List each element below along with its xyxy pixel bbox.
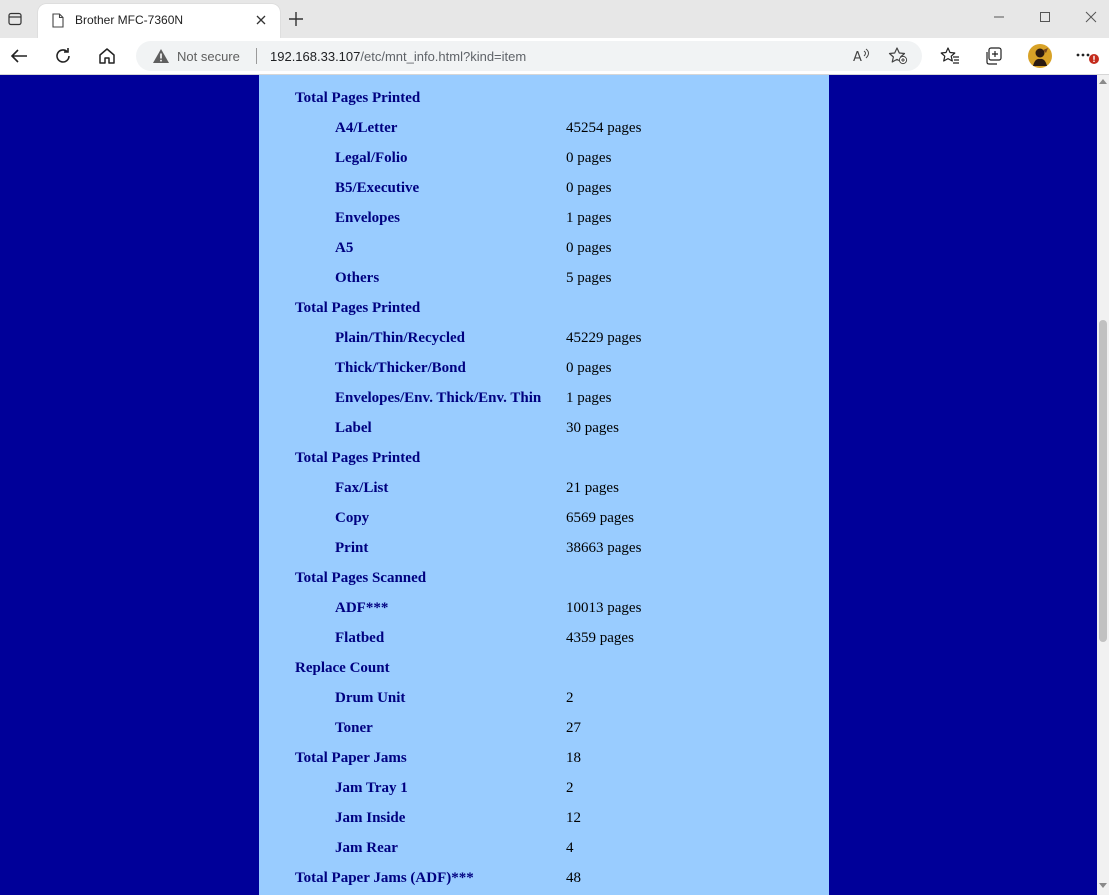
item-value: 38663 pages <box>566 540 642 556</box>
item-label: Copy <box>335 510 370 526</box>
section-label: Total Paper Jams (ADF)*** <box>295 870 474 886</box>
item-value: 6569 pages <box>566 510 634 526</box>
item-row <box>259 204 829 234</box>
section-header-row <box>259 294 829 324</box>
item-label: Jam Tray 1 <box>335 780 408 796</box>
section-header-row <box>259 84 829 114</box>
scroll-thumb[interactable] <box>1099 320 1107 642</box>
item-value: 4 <box>566 840 574 856</box>
item-value: 30 pages <box>566 420 619 436</box>
favorites-icon[interactable] <box>937 44 963 68</box>
section-label: Total Paper Jams <box>295 750 407 766</box>
more-menu-icon[interactable] <box>1074 44 1100 68</box>
back-icon[interactable] <box>6 44 32 68</box>
item-row <box>259 834 829 864</box>
item-value: 1 pages <box>566 390 612 406</box>
item-row <box>259 324 829 354</box>
add-favorite-icon[interactable] <box>888 47 908 65</box>
section-value: 48 <box>566 870 581 886</box>
active-tab[interactable] <box>38 4 280 38</box>
item-label: A4/Letter <box>335 120 398 136</box>
item-value: 0 pages <box>566 240 612 256</box>
new-tab-icon[interactable] <box>286 9 306 29</box>
url-text[interactable] <box>270 49 526 64</box>
item-value: 45254 pages <box>566 120 642 136</box>
item-value: 0 pages <box>566 360 612 376</box>
section-label: Total Pages Printed <box>295 300 421 316</box>
item-value: 1 pages <box>566 210 612 226</box>
item-label: Jam Inside <box>335 810 406 826</box>
security-label[interactable]: Not secure <box>177 49 240 64</box>
home-icon[interactable] <box>94 44 120 68</box>
vertical-scrollbar[interactable] <box>1097 75 1109 895</box>
section-label: Total Pages Printed <box>295 90 421 106</box>
scroll-down-icon[interactable] <box>1099 883 1107 888</box>
item-value: 10013 pages <box>566 600 642 616</box>
page-viewport <box>0 75 1097 895</box>
item-value: 21 pages <box>566 480 619 496</box>
item-row <box>259 234 829 264</box>
page-icon <box>52 13 64 33</box>
section-header-row <box>259 564 829 594</box>
profile-avatar[interactable] <box>1027 44 1053 68</box>
item-label: Drum Unit <box>335 690 406 706</box>
item-label: Label <box>335 420 372 436</box>
item-label: Thick/Thicker/Bond <box>335 360 466 376</box>
item-label: Plain/Thin/Recycled <box>335 330 466 346</box>
section-label: Replace Count <box>295 660 390 676</box>
read-aloud-icon[interactable] <box>852 47 872 65</box>
item-row <box>259 474 829 504</box>
item-label: Toner <box>335 720 373 736</box>
item-row <box>259 804 829 834</box>
warning-icon[interactable] <box>152 48 170 69</box>
item-label: Jam Rear <box>335 840 398 856</box>
item-label: B5/Executive <box>335 180 420 196</box>
item-row <box>259 594 829 624</box>
section-label: Total Pages Printed <box>295 450 421 466</box>
url-path: /etc/mnt_info.html?kind=item <box>360 49 527 64</box>
item-value: 5 pages <box>566 270 612 286</box>
item-label: Others <box>335 270 380 286</box>
scroll-up-icon[interactable] <box>1099 79 1107 84</box>
item-value: 12 <box>566 810 581 826</box>
item-row <box>259 264 829 294</box>
item-row <box>259 684 829 714</box>
item-value: 4359 pages <box>566 630 634 646</box>
refresh-icon[interactable] <box>50 44 76 68</box>
item-row <box>259 774 829 804</box>
item-value: 2 <box>566 690 574 706</box>
item-label: Print <box>335 540 369 556</box>
svg-text:A: A <box>853 50 862 64</box>
item-label: Envelopes <box>335 210 401 226</box>
item-label: ADF*** <box>335 600 389 616</box>
url-domain: 192.168.33.107 <box>270 49 361 64</box>
item-row <box>259 114 829 144</box>
maintenance-info-panel <box>259 75 829 895</box>
maximize-icon[interactable] <box>1033 6 1057 28</box>
toolbar <box>0 38 1109 75</box>
section-header-row <box>259 654 829 684</box>
item-value: 2 <box>566 780 574 796</box>
section-header-row <box>259 444 829 474</box>
item-row <box>259 144 829 174</box>
item-label: Envelopes/Env. Thick/Env. Thin <box>335 390 542 406</box>
item-row <box>259 624 829 654</box>
item-row <box>259 384 829 414</box>
minimize-icon[interactable] <box>987 6 1011 28</box>
item-label: Legal/Folio <box>335 150 408 166</box>
item-value: 0 pages <box>566 150 612 166</box>
tab-title: Brother MFC-7360N <box>75 13 184 27</box>
item-value: 45229 pages <box>566 330 642 346</box>
item-row <box>259 534 829 564</box>
close-tab-icon[interactable] <box>252 11 270 29</box>
item-row <box>259 174 829 204</box>
tab-actions-icon[interactable] <box>4 8 26 30</box>
section-label: Total Pages Scanned <box>295 570 427 586</box>
item-label: Fax/List <box>335 480 389 496</box>
item-label: Flatbed <box>335 630 385 646</box>
section-header-row <box>259 744 829 774</box>
close-window-icon[interactable] <box>1079 6 1103 28</box>
item-value: 0 pages <box>566 180 612 196</box>
section-header-row <box>259 864 829 894</box>
section-value: 18 <box>566 750 581 766</box>
maintenance-info-table <box>259 84 829 894</box>
item-row <box>259 504 829 534</box>
item-row <box>259 714 829 744</box>
item-row <box>259 414 829 444</box>
address-bar[interactable] <box>136 41 922 71</box>
address-separator <box>256 48 257 64</box>
item-row <box>259 354 829 384</box>
tab-bar <box>0 0 1109 38</box>
item-label: A5 <box>335 240 354 256</box>
item-value: 27 <box>566 720 581 736</box>
collections-icon[interactable] <box>981 44 1007 68</box>
